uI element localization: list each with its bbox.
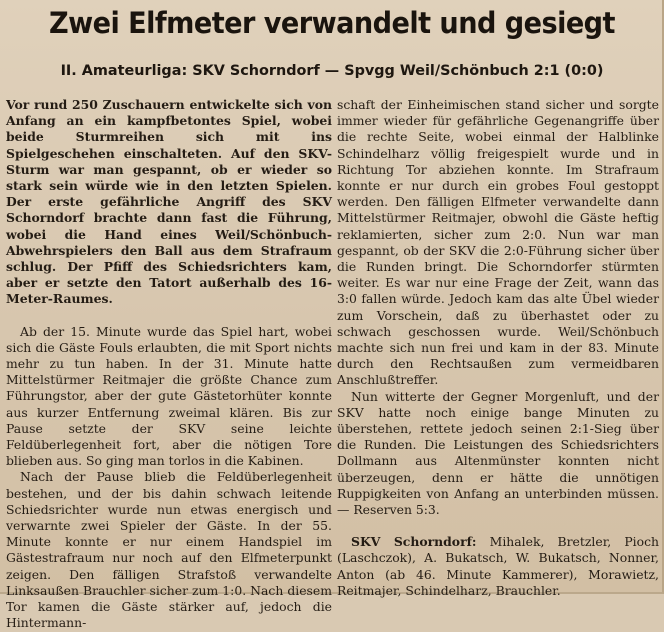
body-paragraph-1: Ab der 15. Minute wurde das Spiel hart, wobei sich die Gäste Fouls erlaubten, die mit Sport nichts mehr zu tun haben. In der 31. Minute hatte Mittelstürmer Reitmajer die größte Chance zum Führungstor, aber der gute Gästetorhüter konnte aus kurzer Entfernung zweimal klären. Bis zur Pause setzte der SKV seine leichte Feldüberlegenheit fort, aber die nötigen Tore blieben aus. So ging man torlos in die Kabinen. (6, 323, 332, 469)
body-paragraph-3: Nun witterte der Gegner Morgenluft, und der SKV hatte noch einige bange Minuten zu überstehen, rettete jedoch seinen 2:1-Sieg über die Runden. Die Leistungen des Schiedsrichters Dollmann aus Altenmünster konnten nicht überzeugen, denn er hätte die unnötigen Ruppigkeiten von Anfang an unterbinden müssen. — Reserven 5:3. (337, 388, 659, 518)
lineup-paragraph (337, 534, 659, 599)
article-subheadline: II. Amateurliga: SKV Schorndorf — Spvgg Weil/Schönbuch 2:1 (0:0) (60, 63, 604, 79)
body-paragraph-2-part-1: Nach der Pause blieb die Feldüberlegenheit bestehen, und der bis dahin schwach leitende Schiedsrichter wurde nun etwas energisch und verwarnte zwei Spieler der Gäste. In der 55. Minute konnte er nur einem Handspiel im Gästestrafraum nur noch auf den Elfmeterpunkt zeigen. Den fälligen Strafstoß verwandelte Linksaußen Brauchler sicher zum 1:0. Nach diesem Tor kamen die Gäste stärker auf, jedoch die Hintermann- (6, 469, 332, 631)
article-headline: Zwei Elfmeter verwandelt und gesiegt (49, 6, 615, 40)
body-paragraph-2-part-2: schaft der Einheimischen stand sicher und sorgte immer wieder für gefährliche Gegenangriffe über die rechte Seite, wobei einmal der Halblinke Schindelharz völlig freigespielt wurde und in Richtung Tor abziehen konnte. Im Strafraum konnte er nur durch ein grobes Foul gestoppt werden. Den fälligen Elfmeter verwandelte dann Mittelstürmer Reitmajer, obwohl die Gäste heftig reklamierten, sicher zum 2:0. Nun war man gespannt, ob der SKV die 2:0-Führung sicher über die Runden bringt. Die Schorndorfer stürmten weiter. Es war nur eine Frage der Zeit, wann das 3:0 fallen würde. Jedoch kam das alte Übel wieder zum Vorschein, daß zu überhastet oder zu schwach geschossen wurde. Weil/Schönbuch machte sich nun frei und kam in der 83. Minute durch den Rechtsaußen zum vermeidbaren Anschlußtreffer. (337, 97, 659, 388)
lineup-players: Mihalek, Bretzler, Pioch (Laschczok), A. Bukatsch, W. Bukatsch, Nonner, Anton (ab 46. Minute Kammerer), Morawietz, Reitmajer, Schindelharz, Brauchler. (337, 534, 659, 598)
column-left (6, 97, 332, 632)
column-right (337, 97, 659, 599)
lead-paragraph: Vor rund 250 Zuschauern entwickelte sich von Anfang an ein kampfbetontes Spiel, wobei beide Sturmreihen sich mit ins Spielgeschehen einschalteten. Auf den SKV-Sturm war man gespannt, ob er wieder so stark sein würde wie in den letzten Spielen. Der erste gefährliche Angriff des SKV Schorndorf brachte dann fast die Führung, wobei die Hand eines Weil/Schönbuch-Abwehrspielers den Ball aus dem Strafraum schlug. Der Pfiff des Schiedsrichters kam, aber er setzte den Tatort außerhalb des 16-Meter-Raumes. (6, 97, 332, 307)
lineup-team: SKV Schorndorf: (351, 534, 477, 550)
